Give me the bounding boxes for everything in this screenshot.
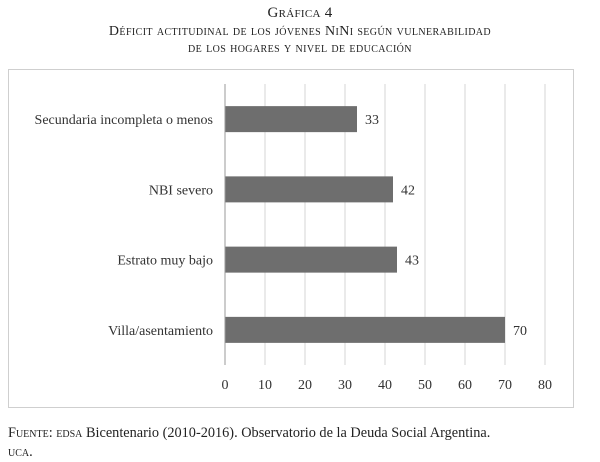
x-tick-label-10: 10 — [258, 378, 272, 393]
source-org: uca. — [8, 444, 33, 460]
x-tick-label-30: 30 — [338, 378, 352, 393]
category-label-0: Secundaria incompleta o menos — [34, 113, 213, 129]
data-label-1: 42 — [401, 183, 415, 199]
data-label-0: 33 — [365, 113, 379, 129]
bar-2 — [225, 247, 397, 273]
x-tick-label-60: 60 — [458, 378, 472, 393]
source-note — [8, 424, 584, 462]
x-tick-label-0: 0 — [221, 378, 229, 393]
x-tick-label-20: 20 — [298, 378, 312, 393]
figure-title-line2: de los hogares y nivel de educación — [188, 41, 412, 56]
figure-title-block — [0, 4, 600, 57]
source-acronym: edsa — [56, 425, 83, 441]
category-label-3: Villa/asentamiento — [108, 323, 213, 339]
source-label: Fuente: — [8, 425, 53, 441]
bar-chart — [9, 70, 573, 407]
source-text: Bicentenario (2010-2016). Observatorio de la Deuda Social Argentina. — [85, 425, 491, 441]
category-label-1: NBI severo — [148, 183, 213, 199]
bar-1 — [225, 176, 393, 202]
x-tick-label-50: 50 — [418, 378, 432, 393]
x-tick-label-80: 80 — [538, 378, 552, 393]
bar-3 — [225, 317, 505, 343]
figure-title-line1: Déficit actitudinal de los jóvenes NiNi según vulnerabilidad — [108, 24, 492, 39]
data-label-2: 43 — [405, 253, 419, 269]
x-tick-label-70: 70 — [498, 378, 512, 393]
figure-label: Gráfica 4 — [267, 5, 333, 21]
x-tick-label-40: 40 — [378, 378, 392, 393]
bar-0 — [225, 106, 357, 132]
chart-frame — [8, 69, 574, 408]
data-label-3: 70 — [513, 323, 527, 339]
category-label-2: Estrato muy bajo — [117, 253, 213, 269]
